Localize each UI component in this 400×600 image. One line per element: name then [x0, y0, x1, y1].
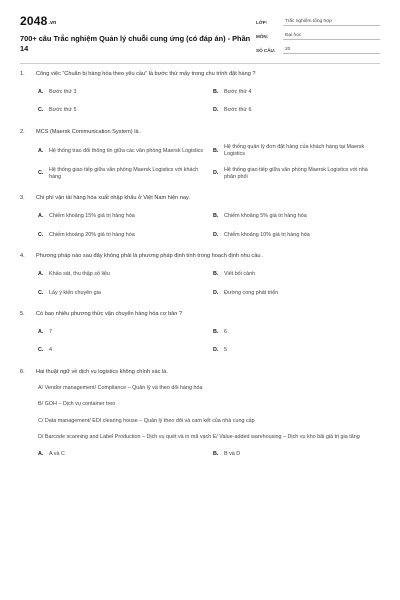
option-d[interactable] [213, 107, 380, 114]
statement-line: A/ Vendor management/ Compliance – Quản lý và theo dõi hàng hóa [38, 384, 203, 391]
option-b[interactable] [213, 89, 380, 96]
question-text: Chi phí vận tải hàng hóa xuất nhập khẩu ở Việt Nam hiện nay. [36, 195, 190, 202]
option-letter: B. [213, 271, 219, 278]
option-letter: D. [213, 347, 219, 354]
question-1 [20, 70, 380, 115]
question-header [20, 252, 380, 260]
meta-label: LỚP: [256, 20, 268, 25]
option-c[interactable] [38, 232, 205, 239]
option-text: Chiếm khoảng 20% giá trị hàng hóa [49, 231, 135, 238]
answer-options [38, 144, 380, 182]
document-title: 700+ câu Trắc nghiệm Quản lý chuỗi cung ứng (có đáp án) - Phần 14 [20, 34, 251, 53]
option-text: 5 [224, 347, 227, 354]
option-text: Hệ thống trao đổi thông tin giữa các văn phòng Maersk Logistics [49, 147, 204, 154]
option-letter: B. [213, 89, 219, 95]
question-header [20, 194, 380, 202]
option-b[interactable] [213, 271, 380, 278]
meta-block [256, 14, 380, 56]
question-statements [38, 385, 380, 442]
question-text: Có bao nhiêu phương thức vận chuyển hàng hóa cơ bản ? [36, 311, 183, 318]
option-text: A và C [49, 450, 65, 457]
option-b[interactable] [213, 144, 380, 159]
option-letter: C. [38, 170, 44, 177]
option-letter: A. [38, 271, 44, 278]
meta-label: SỐ CÂU: [256, 48, 276, 53]
option-b[interactable] [213, 329, 380, 336]
question-2 [20, 128, 380, 182]
option-a[interactable] [38, 213, 205, 220]
question-number: 6. [20, 368, 25, 375]
option-text: 6 [224, 329, 227, 336]
option-letter: C. [38, 231, 44, 238]
option-letter: A. [38, 213, 44, 220]
question-3 [20, 194, 380, 239]
question-number: 2. [20, 128, 25, 135]
option-letter: D. [213, 231, 219, 238]
statement-line: C/ Data management/ EDI clearing house – Quản lý theo dõi và cam kết của nhà cung cấp [38, 417, 255, 424]
option-letter: B. [213, 213, 219, 220]
meta-value: 20 [283, 47, 380, 54]
meta-value: Trắc nghiệm tổng hợp [283, 19, 380, 26]
question-number: 3. [20, 195, 25, 202]
meta-row-subject [256, 28, 380, 40]
option-letter: C. [38, 289, 44, 296]
meta-value: Đại học [283, 33, 380, 40]
question-header [20, 128, 380, 136]
option-letter: B. [213, 147, 219, 154]
option-letter: A. [38, 329, 44, 336]
statement-line: B/ GOH – Dịch vụ container treo [38, 401, 116, 408]
question-text: MCS (Maersk Communication System) là . [36, 128, 142, 135]
option-text: B và D [224, 450, 241, 457]
question-6 [20, 368, 380, 458]
question-number: 4. [20, 253, 25, 260]
worksheet-header [20, 12, 380, 56]
header-divider [20, 63, 380, 64]
question-4 [20, 252, 380, 297]
option-d[interactable] [213, 347, 380, 354]
option-a[interactable] [38, 451, 205, 458]
option-a[interactable] [38, 329, 205, 336]
question-number: 1. [20, 71, 25, 77]
option-a[interactable] [38, 89, 205, 96]
option-c[interactable] [38, 347, 205, 354]
option-text: Lấy ý kiến chuyên gia [49, 289, 101, 296]
option-letter: A. [38, 89, 44, 95]
meta-row-class [256, 14, 380, 26]
question-text: Công việc “Chuẩn bị hàng hóa theo yêu cầu” là bước thứ mấy trong chu trình đặt hàng ? [36, 71, 256, 77]
option-c[interactable] [38, 107, 205, 114]
option-letter: C. [38, 107, 44, 114]
option-a[interactable] [38, 144, 205, 159]
option-text: Hệ thống quản lý đơn đặt hàng của khách hàng tại Maersk Logistics [224, 143, 365, 158]
answer-options [38, 213, 380, 239]
option-letter: D. [213, 107, 219, 114]
option-letter: C. [38, 347, 44, 354]
question-text: Phương pháp nào sau đây không phải là phương pháp định tính trong hoạch định nhu cầu . [36, 253, 264, 260]
answer-options [38, 89, 380, 115]
option-a[interactable] [38, 271, 205, 278]
logo-main: 2048 [20, 14, 48, 28]
option-text: Hệ thống giao tiếp giữa văn phòng Maersk Logistics với nhà phân phối [224, 166, 368, 181]
option-b[interactable] [213, 213, 380, 220]
question-text: Hai thuật ngữ về dịch vụ logistics không chính xác là. [36, 368, 168, 375]
question-list [20, 70, 380, 458]
option-c[interactable] [38, 167, 205, 182]
option-text: Bước thứ 3 [49, 89, 77, 95]
option-text: Bước thứ 6 [224, 107, 252, 114]
option-text: Hệ thống giao tiếp giữa văn phòng Maersk Logistics với khách hàng [49, 166, 199, 181]
option-text: Bước thứ 4 [224, 89, 252, 95]
answer-options [38, 451, 380, 458]
option-text: 7 [49, 329, 52, 336]
option-b[interactable] [213, 451, 380, 458]
option-text: Chiếm khoảng 15% giá trị hàng hóa [49, 213, 135, 220]
header-left [20, 12, 252, 56]
option-d[interactable] [213, 290, 380, 297]
question-header [20, 368, 380, 376]
question-header [20, 70, 380, 78]
option-letter: A. [38, 450, 44, 457]
meta-label: MÔN: [256, 34, 269, 39]
option-text: Khảo sát, thu thập số liệu [49, 271, 110, 278]
question-header [20, 310, 380, 318]
option-d[interactable] [213, 167, 380, 182]
meta-row-count [256, 42, 380, 54]
option-text: Bước thứ 5 [49, 107, 77, 114]
site-logo[interactable] [20, 14, 252, 28]
option-text: 4 [49, 347, 52, 354]
statement-line: D/ Barcode scanning and Label Production – Dịch vụ quét và in mã vạch E/ Value-added warehousing – Dịch vụ kho bãi giá trị gia tăng [38, 434, 360, 441]
option-letter: A. [38, 147, 44, 154]
option-c[interactable] [38, 290, 205, 297]
option-text: Viết bối cảnh [224, 271, 256, 278]
question-number: 5. [20, 311, 25, 318]
option-letter: D. [213, 289, 219, 296]
option-text: Đường cong phát triển [224, 289, 279, 296]
logo-tld: .vn [48, 20, 57, 26]
answer-options [38, 329, 380, 355]
question-5 [20, 310, 380, 355]
option-letter: B. [213, 329, 219, 336]
option-d[interactable] [213, 232, 380, 239]
option-text: Chiếm khoảng 5% giá trị hàng hóa [224, 213, 307, 220]
answer-options [38, 271, 380, 297]
option-text: Chiếm khoảng 10% giá trị hàng hóa [224, 231, 310, 238]
option-letter: B. [213, 450, 219, 457]
option-letter: D. [213, 170, 219, 177]
